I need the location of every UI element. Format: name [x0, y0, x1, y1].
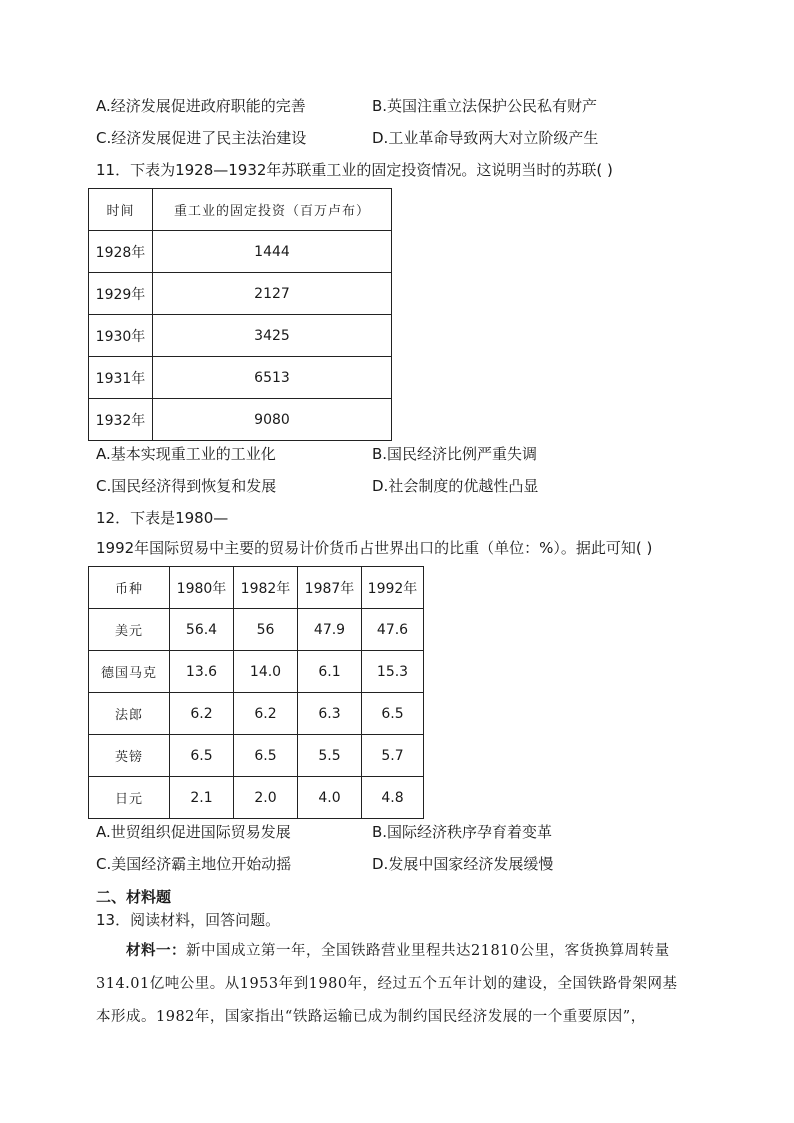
q11-option-d: D.社会制度的优越性凸显 — [372, 477, 539, 495]
q12-option-b: B.国际经济秩序孕育着变革 — [372, 823, 553, 841]
table-cell: 1444 — [153, 231, 392, 273]
q12-option-a: A.世贸组织促进国际贸易发展 — [96, 823, 291, 841]
table-row — [89, 735, 424, 777]
section-heading: 二、材料题 — [96, 888, 172, 906]
table-cell: 9080 — [153, 399, 392, 441]
table-cell: 47.9 — [298, 609, 362, 651]
table-header-cell: 重工业的固定投资（百万卢布） — [153, 189, 392, 231]
table-cell: 2127 — [153, 273, 392, 315]
table-cell: 3425 — [153, 315, 392, 357]
material-line-3: 本形成。1982年，国家指出“铁路运输已成为制约国民经济发展的一个重要原因”， — [96, 1009, 646, 1025]
table-row — [89, 357, 392, 399]
table-cell: 56 — [234, 609, 298, 651]
table-cell: 1929年 — [89, 273, 153, 315]
table-cell: 14.0 — [234, 651, 298, 693]
table-cell: 6.5 — [234, 735, 298, 777]
table-row — [89, 231, 392, 273]
q11-option-a: A.基本实现重工业的工业化 — [96, 445, 276, 463]
material-paragraph — [96, 934, 696, 1034]
table-cell: 6.5 — [362, 693, 424, 735]
table-header-cell: 1980年 — [170, 567, 234, 609]
table-cell: 1928年 — [89, 231, 153, 273]
table-cell: 美元 — [89, 609, 170, 651]
q12-option-c: C.美国经济霸主地位开始动摇 — [96, 855, 292, 873]
table-header-cell: 币种 — [89, 567, 170, 609]
table-cell: 1931年 — [89, 357, 153, 399]
table-header-cell: 1992年 — [362, 567, 424, 609]
table-cell: 2.1 — [170, 777, 234, 819]
table-cell: 法郎 — [89, 693, 170, 735]
table-header-row — [89, 567, 424, 609]
q10-option-b: B.英国注重立法保护公民私有财产 — [372, 97, 598, 115]
q10-option-a: A.经济发展促进政府职能的完善 — [96, 97, 306, 115]
table-row — [89, 693, 424, 735]
q13-stem: 13．阅读材料，回答问题。 — [96, 911, 281, 929]
material-text-1: 新中国成立第一年，全国铁路营业里程共达21810公里，客货换算周转量 — [186, 943, 670, 959]
material-line-1 — [96, 934, 696, 968]
table-row — [89, 609, 424, 651]
table-row — [89, 399, 392, 441]
table-cell: 4.0 — [298, 777, 362, 819]
q11-option-b: B.国民经济比例严重失调 — [372, 445, 538, 463]
table-cell: 1932年 — [89, 399, 153, 441]
table-row — [89, 777, 424, 819]
q12-stem-line1: 12．下表是1980— — [96, 509, 229, 527]
material-label: 材料一： — [126, 942, 186, 959]
q10-option-c: C.经济发展促进了民主法治建设 — [96, 129, 307, 147]
table-cell: 56.4 — [170, 609, 234, 651]
table-header-cell: 时间 — [89, 189, 153, 231]
table-header-cell: 1987年 — [298, 567, 362, 609]
q11-table — [88, 188, 392, 441]
material-line-2: 314.01亿吨公里。从1953年到1980年，经过五个五年计划的建设，全国铁路骨架网基 — [96, 976, 678, 992]
q12-option-d: D.发展中国家经济发展缓慢 — [372, 855, 554, 873]
table-cell: 6.2 — [170, 693, 234, 735]
table-row — [89, 651, 424, 693]
table-cell: 德国马克 — [89, 651, 170, 693]
table-cell: 2.0 — [234, 777, 298, 819]
table-cell: 6.2 — [234, 693, 298, 735]
table-cell: 5.7 — [362, 735, 424, 777]
table-cell: 6513 — [153, 357, 392, 399]
table-cell: 6.1 — [298, 651, 362, 693]
table-cell: 5.5 — [298, 735, 362, 777]
table-row — [89, 315, 392, 357]
q12-table — [88, 566, 424, 819]
table-cell: 4.8 — [362, 777, 424, 819]
q11-stem: 11．下表为1928—1932年苏联重工业的固定投资情况。这说明当时的苏联( ) — [96, 161, 613, 179]
table-header-row — [89, 189, 392, 231]
table-cell: 13.6 — [170, 651, 234, 693]
q12-stem-line2: 1992年国际贸易中主要的贸易计价货币占世界出口的比重（单位：%）。据此可知( ) — [96, 539, 653, 557]
table-cell: 日元 — [89, 777, 170, 819]
table-cell: 英镑 — [89, 735, 170, 777]
q11-option-c: C.国民经济得到恢复和发展 — [96, 477, 277, 495]
q10-option-d: D.工业革命导致两大对立阶级产生 — [372, 129, 599, 147]
table-cell: 47.6 — [362, 609, 424, 651]
table-cell: 15.3 — [362, 651, 424, 693]
table-cell: 1930年 — [89, 315, 153, 357]
table-cell: 6.3 — [298, 693, 362, 735]
table-header-cell: 1982年 — [234, 567, 298, 609]
table-cell: 6.5 — [170, 735, 234, 777]
table-row — [89, 273, 392, 315]
